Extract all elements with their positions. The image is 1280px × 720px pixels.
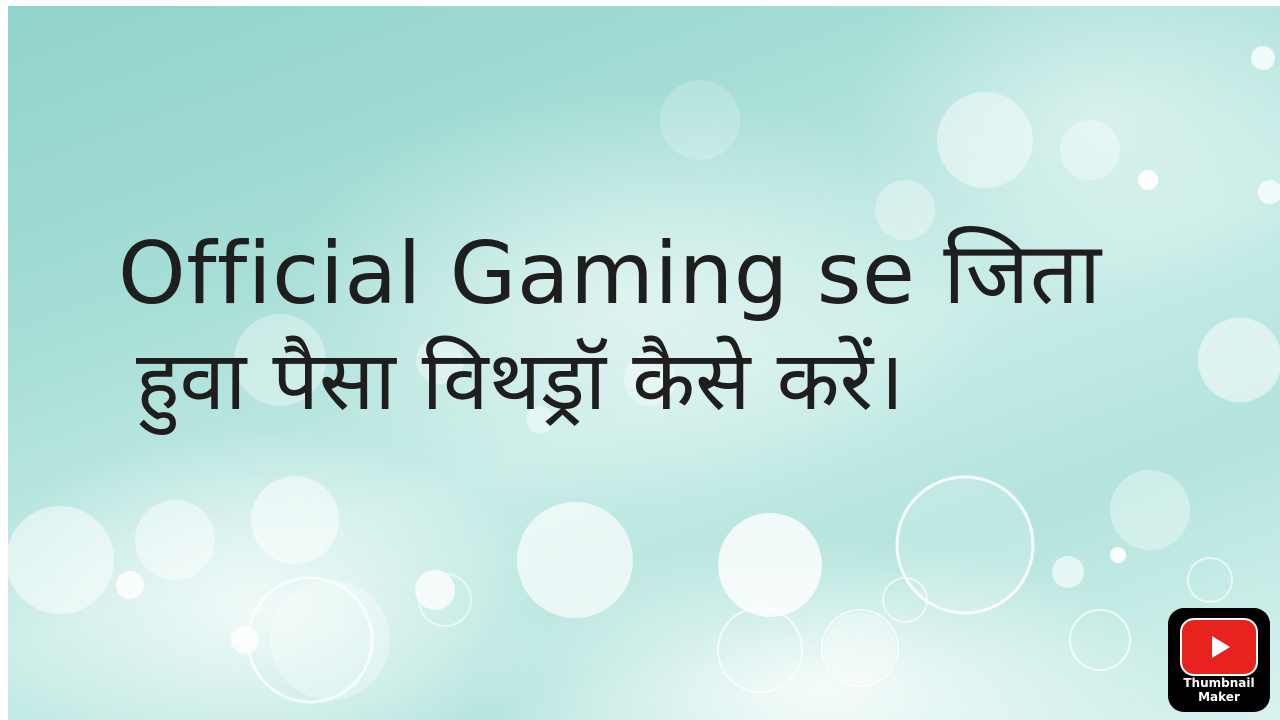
bokeh-circle [1251,46,1275,70]
bokeh-circle [1258,180,1280,204]
bokeh-circle [6,506,114,614]
bokeh-ring [883,578,927,622]
bokeh-circle [517,502,633,618]
badge-label [1168,676,1270,704]
bokeh-circle [251,476,339,564]
bokeh-ring [1070,610,1130,670]
bokeh-circle [1138,170,1158,190]
bokeh-circle [1110,470,1190,550]
bokeh-circle [1060,120,1120,180]
play-icon [1182,620,1256,674]
headline-line-2: हुवा पैसा विथड्रॉ कैसे करें। [136,334,905,429]
thumbnail-maker-badge [1168,608,1270,712]
bokeh-circle [135,500,215,580]
headline-line-1: Official Gaming se जिता [118,224,1102,324]
badge-label-line-1: Thumbnail [1183,676,1255,690]
bokeh-circle [231,626,259,654]
bokeh-circle [1052,556,1084,588]
bokeh-circle [1110,547,1126,563]
bokeh-circle [116,571,144,599]
badge-label-line-2: Maker [1198,690,1240,704]
bokeh-circle [660,80,740,160]
play-button-logo [1180,618,1258,676]
bokeh-ring [897,477,1033,613]
bokeh-ring [1188,558,1232,602]
bokeh-circle [718,513,822,617]
bokeh-circle [824,612,896,684]
headline [118,222,1248,438]
bokeh-ring [718,608,802,692]
bokeh-circle [937,92,1033,188]
